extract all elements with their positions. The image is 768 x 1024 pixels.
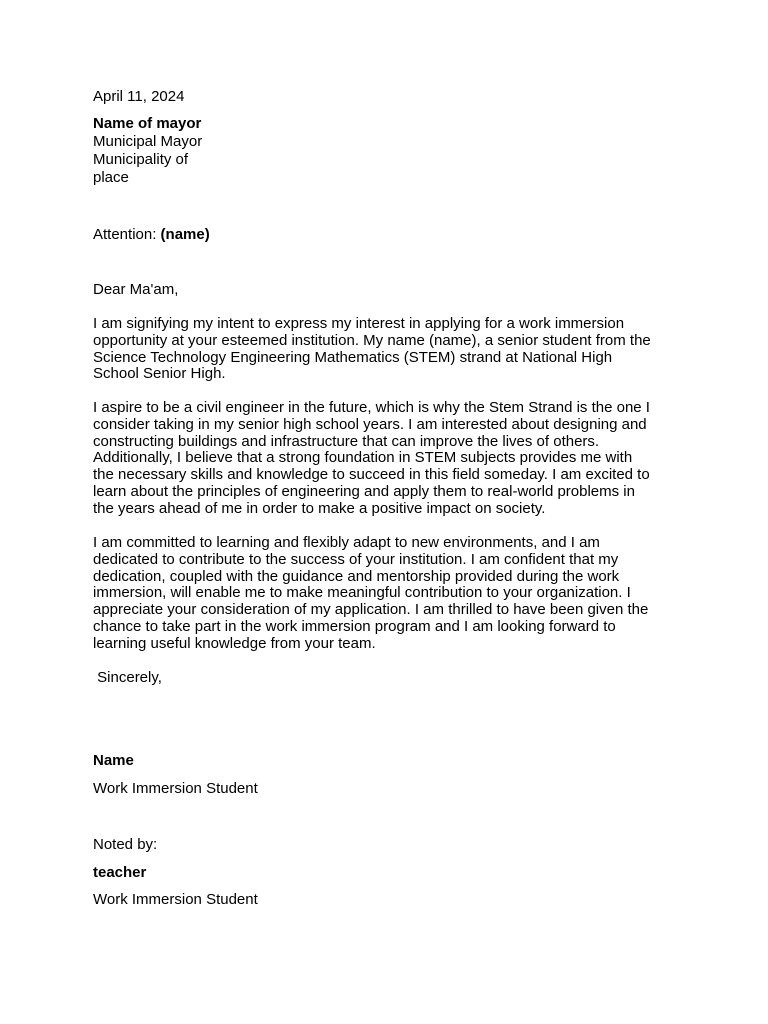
signature-role: Work Immersion Student [93, 780, 258, 797]
paragraph-line: consider taking in my senior high school years. I am interested about designing and [93, 415, 647, 433]
recipient-name: Name of mayor [93, 115, 202, 132]
attention-line [93, 226, 210, 243]
paragraph-intent [93, 316, 683, 383]
letter-date: April 11, 2024 [93, 88, 185, 105]
noted-by-role: Work Immersion Student [93, 891, 258, 908]
signature-name: Name [93, 752, 134, 769]
paragraph-line: Additionally, I believe that a strong foundation in STEM subjects provides me with [93, 449, 633, 467]
paragraph-commitment [93, 535, 683, 653]
paragraph-line: the years ahead of me in order to make a positive impact on society. [93, 499, 546, 517]
paragraph-line: I aspire to be a civil engineer in the future, which is why the Stem Strand is the one I [93, 399, 650, 416]
paragraph-line: dedication, coupled with the guidance and mentorship provided during the work [93, 567, 620, 585]
paragraph-line: opportunity at your esteemed institution. My name (name), a senior student from the [93, 331, 651, 349]
closing: Sincerely, [93, 669, 162, 686]
paragraph-line: constructing buildings and infrastructure that can improve the lives of others. [93, 432, 600, 450]
paragraph-line: the necessary skills and knowledge to succeed in this field someday. I am excited to [93, 466, 650, 484]
recipient-title: Municipal Mayor [93, 133, 203, 150]
attention-label: Attention: [93, 226, 161, 243]
paragraph-line: School Senior High. [93, 365, 226, 383]
paragraph-line: learn about the principles of engineering and apply them to real-world problems in [93, 482, 635, 500]
paragraph-line: Science Technology Engineering Mathematics (STEM) strand at National High [93, 348, 613, 366]
paragraph-line: chance to take part in the work immersion program and I am looking forward to [93, 617, 616, 635]
paragraph-line: immersion, will enable me to make meaningful contribution to your organization. I [93, 584, 631, 602]
paragraph-line: appreciate your consideration of my application. I am thrilled to have been given the [93, 601, 649, 619]
paragraph-aspiration [93, 400, 683, 518]
recipient-place: place [93, 169, 129, 186]
paragraph-line: learning useful knowledge from your team. [93, 634, 376, 652]
attention-value: (name) [160, 226, 210, 243]
noted-by-label: Noted by: [93, 836, 158, 853]
salutation: Dear Ma'am, [93, 281, 179, 298]
paragraph-line: I am committed to learning and flexibly adapt to new environments, and I am [93, 534, 600, 551]
noted-by-name: teacher [93, 864, 147, 881]
recipient-municipality: Municipality of [93, 151, 189, 168]
paragraph-line: I am signifying my intent to express my interest in applying for a work immersion [93, 315, 625, 332]
paragraph-line: dedicated to contribute to the success of your institution. I am confident that my [93, 550, 619, 568]
